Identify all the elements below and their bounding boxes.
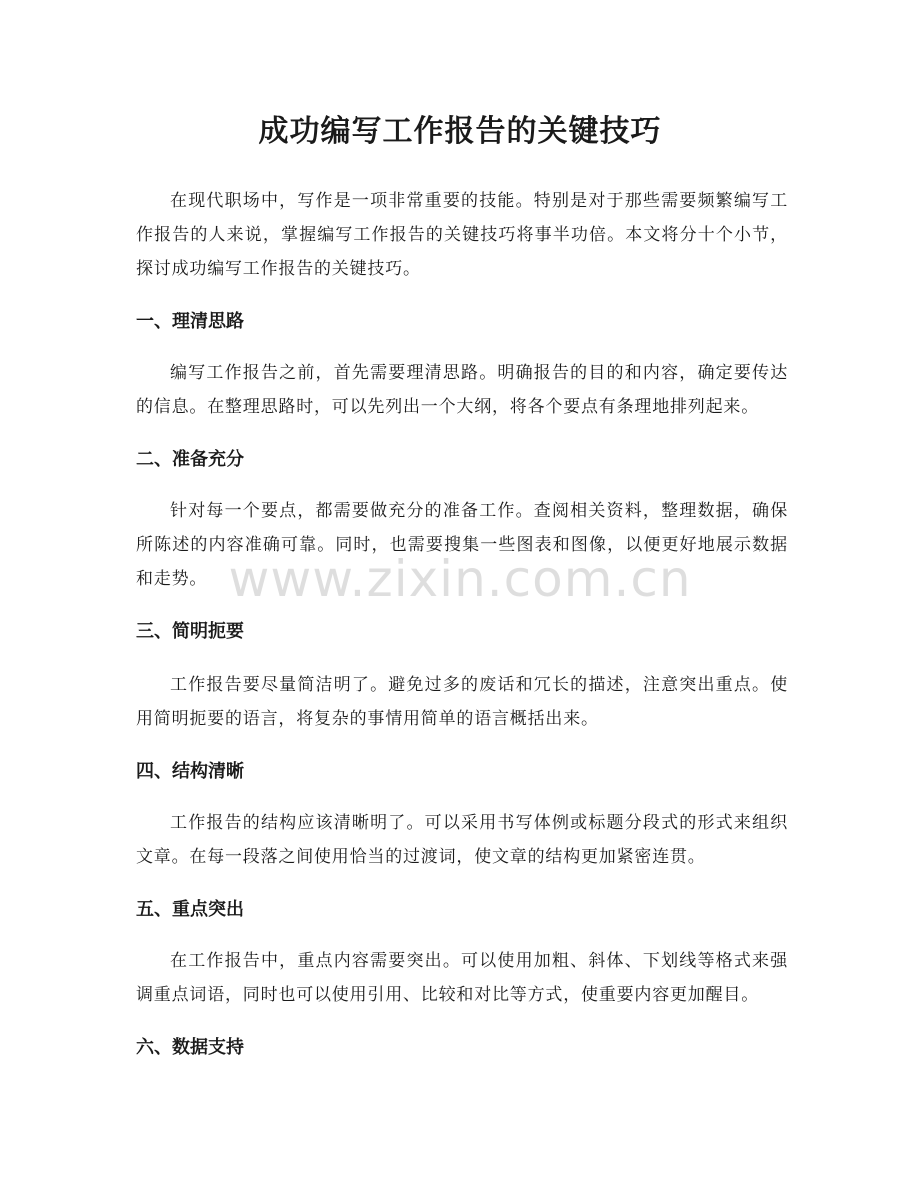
- section-heading-3: 三、简明扼要: [136, 621, 244, 642]
- section-body-2: 针对每一个要点，都需要做充分的准备工作。查阅相关资料，整理数据，确保所陈述的内容准确可靠。同时，也需要搜集一些图表和图像，以便更好地展示数据和走势。: [136, 501, 788, 589]
- section-heading-4: 四、结构清晰: [136, 761, 244, 782]
- section-heading-5: 五、重点突出: [136, 899, 244, 920]
- intro-paragraph: 在现代职场中，写作是一项非常重要的技能。特别是对于那些需要频繁编写工作报告的人来说，掌握编写工作报告的关键技巧将事半功倍。本文将分十个小节，探讨成功编写工作报告的关键技巧。: [136, 191, 788, 279]
- section-heading-6: 六、数据支持: [136, 1037, 244, 1058]
- page-title: 成功编写工作报告的关键技巧: [258, 114, 662, 149]
- watermark: www.zixin.com.cn: [228, 550, 692, 608]
- section-heading-1: 一、理清思路: [136, 311, 244, 332]
- section-body-4: 工作报告的结构应该清晰明了。可以采用书写体例或标题分段式的形式来组织文章。在每一段落之间使用恰当的过渡词，使文章的结构更加紧密连贯。: [136, 813, 788, 867]
- section-body-3: 工作报告要尽量简洁明了。避免过多的废话和冗长的描述，注意突出重点。使用简明扼要的语言，将复杂的事情用简单的语言概括出来。: [136, 675, 788, 729]
- section-body-1: 编写工作报告之前，首先需要理清思路。明确报告的目的和内容，确定要传达的信息。在整理思路时，可以先列出一个大纲，将各个要点有条理地排列起来。: [136, 363, 788, 417]
- section-body-5: 在工作报告中，重点内容需要突出。可以使用加粗、斜体、下划线等格式来强调重点词语，同时也可以使用引用、比较和对比等方式，使重要内容更加醒目。: [136, 951, 788, 1005]
- section-heading-2: 二、准备充分: [136, 449, 244, 470]
